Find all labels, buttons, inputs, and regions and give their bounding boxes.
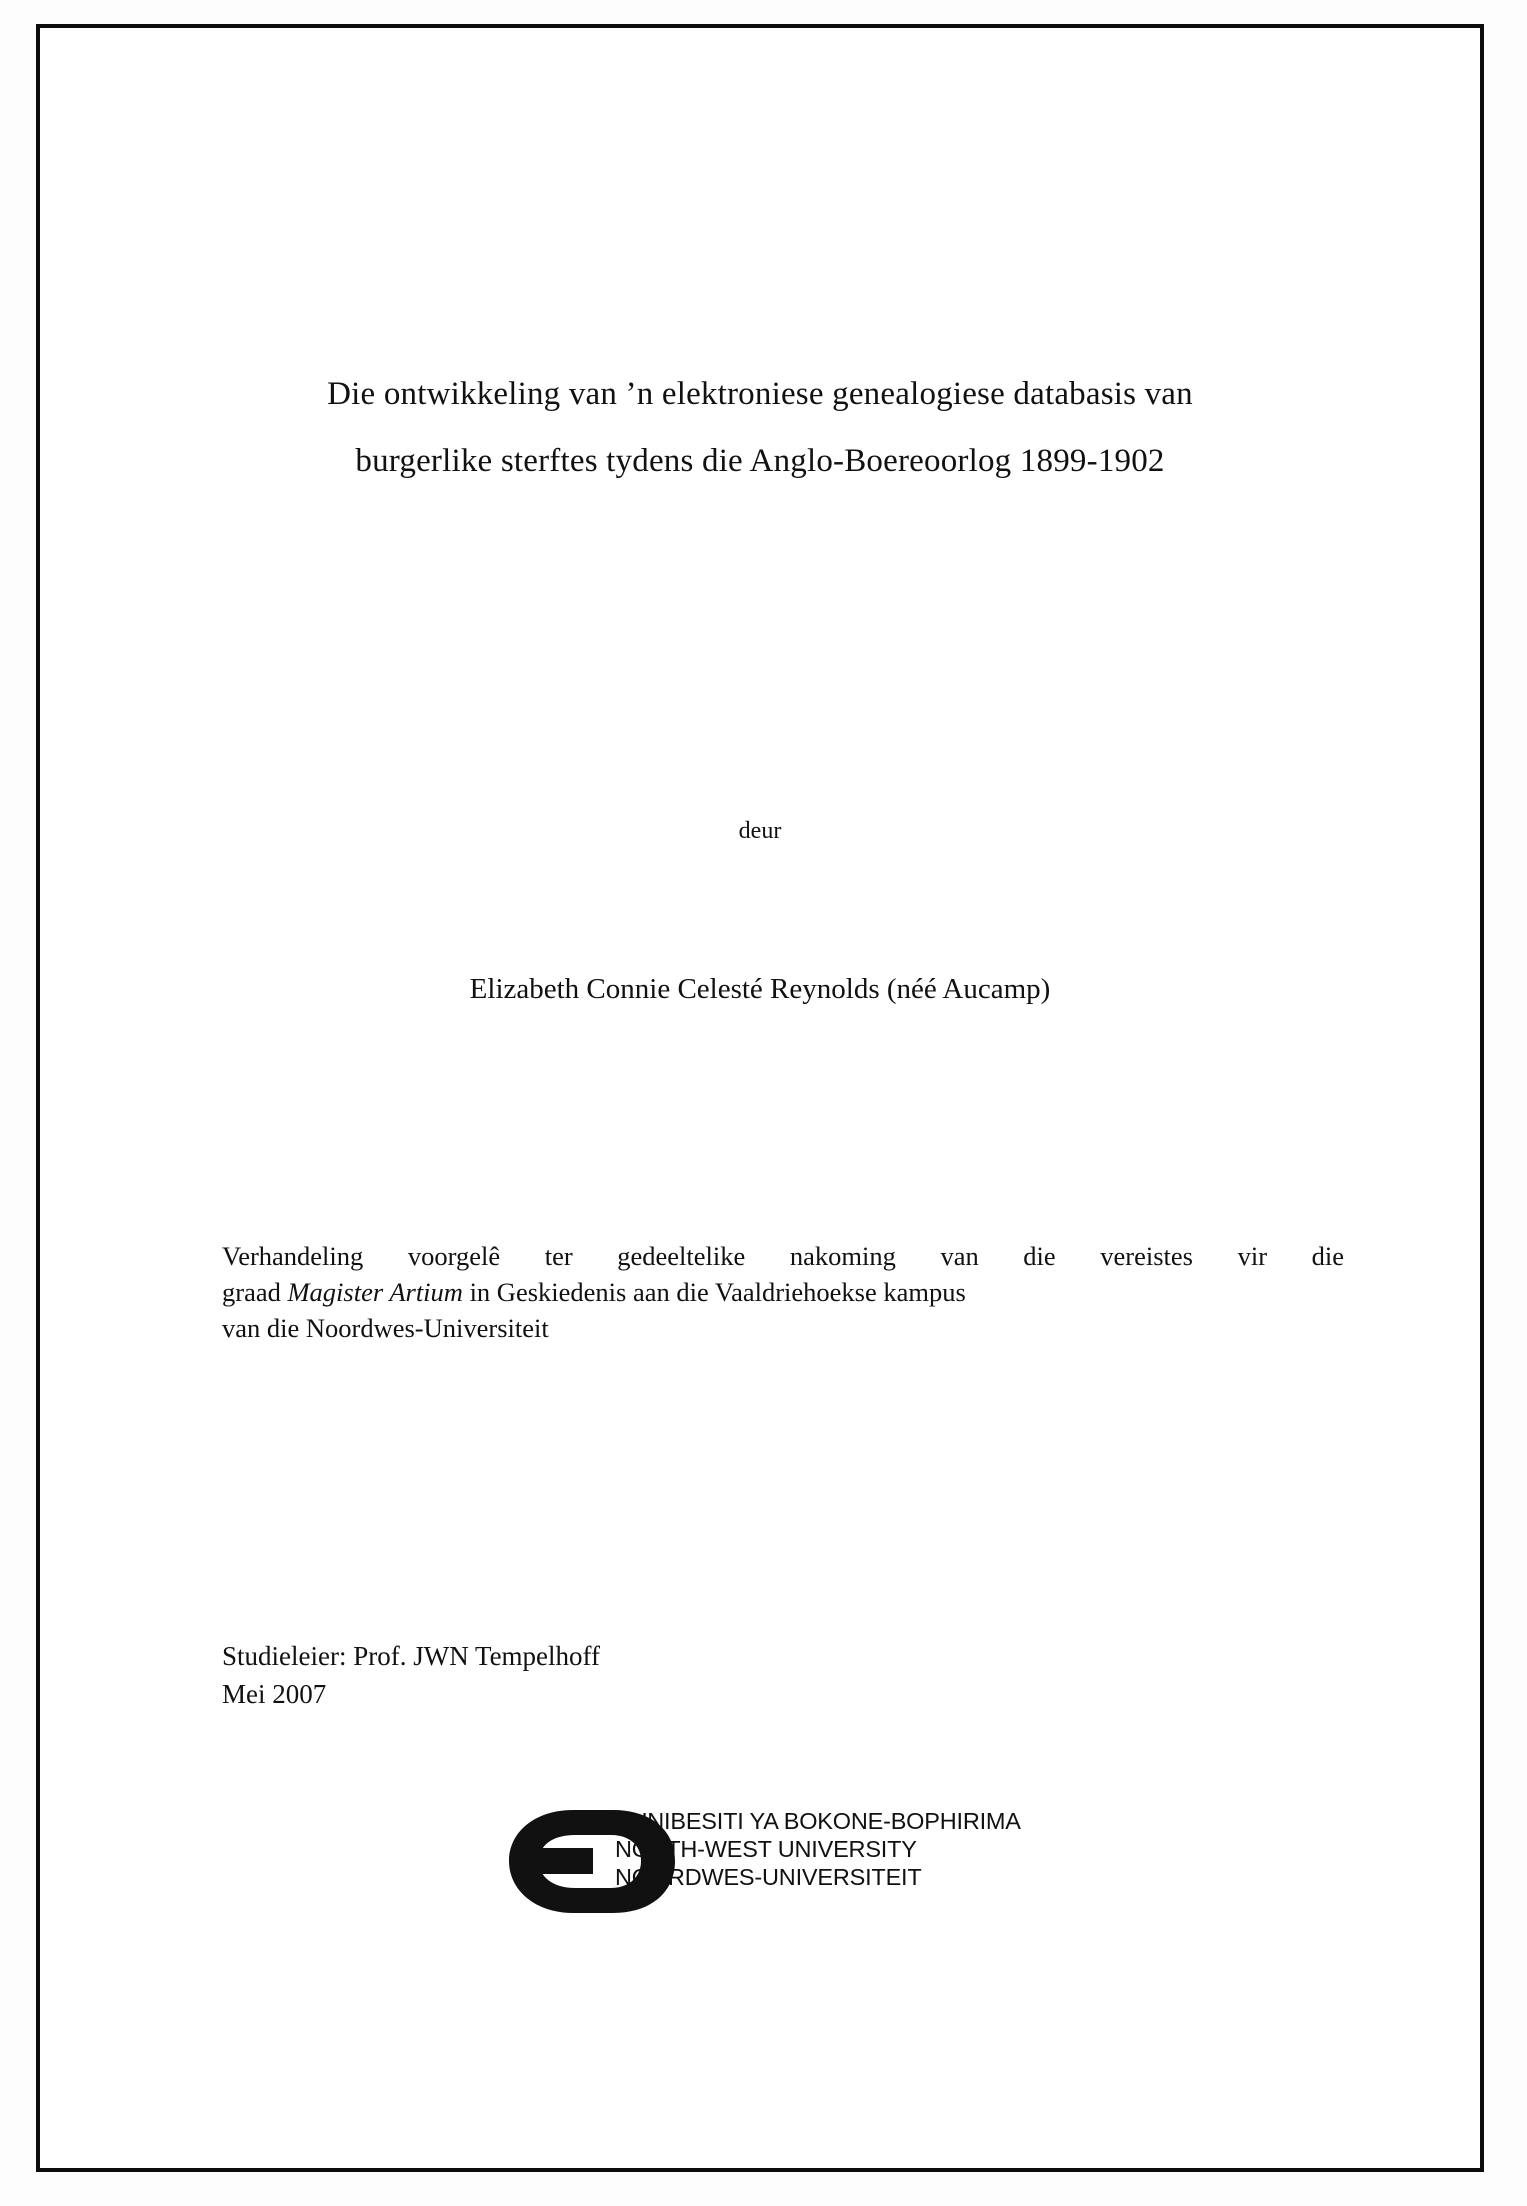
statement-line-2 [222,1274,1344,1310]
page-border-frame [36,24,1484,2172]
statement-line-3: van die Noordwes-Universiteit [222,1313,549,1344]
supervisor-line: Studieleier: Prof. JWN Tempelhoff [222,1641,601,1671]
title-page-content [40,28,1480,2168]
author-name: Elizabeth Connie Celesté Reynolds (néé Aucamp) [469,973,1051,1005]
statement-line-1: Verhandeling voorgelê ter gedeeltelike nakoming van die vereistes vir die [222,1241,1344,1271]
degree-name: Magister Artium [287,1277,463,1308]
degree-statement [222,1238,1344,1346]
statement-line-2-post: in Geskiedenis aan die Vaaldriehoekse kampus [462,1277,966,1308]
logo-text-line-1: YUNIBESITI YA BOKONE-BOPHIRIMA [615,1808,1021,1834]
date-line: Mei 2007 [222,1678,327,1709]
thesis-title [180,378,1340,478]
statement-line-2-pre: graad [222,1277,288,1308]
university-logo [495,1798,1135,1928]
title-line-2: burgerlike sterftes tydens die Anglo-Boereoorlog 1899-1902 [355,443,1165,479]
supervisor-block [222,1638,600,1714]
logo-text-line-2: NORTH-WEST UNIVERSITY [615,1835,917,1862]
title-line-1: Die ontwikkeling van ’n elektroniese genealogiese databasis van [327,376,1193,412]
by-label: deur [738,818,782,844]
logo-text-line-3: NOORDWES-UNIVERSITEIT [615,1863,922,1890]
university-logo-text [615,1808,1021,1892]
